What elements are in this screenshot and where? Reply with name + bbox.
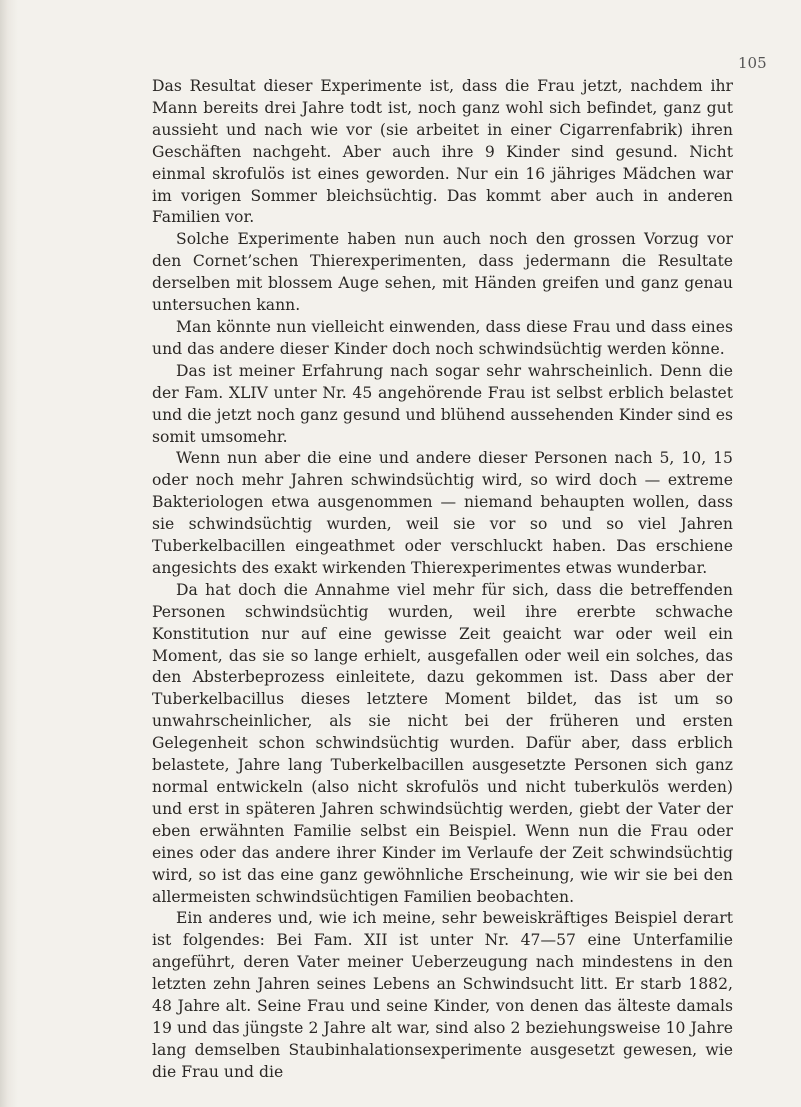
paragraph-7: Ein anderes und, wie ich meine, sehr beweiskräftiges Beispiel derart ist folgendes: Bei Fam. XII ist unter Nr. 47—57 eine Unterfamilie angeführt, deren Vater meiner Ueberzeugung nach mindestens in den letzten zehn Jahren seines Lebens an Schwindsucht litt. Er starb 1882, 48 Jahre alt. Seine Frau und seine Kinder, von denen das älteste damals 19 und das jüngste 2 Jahre alt war, sind also 2 beziehungsweise 10 Jahre lang demselben Staubinhalationsexperimente ausgesetzt gewesen, wie die Frau und die [152, 909, 733, 1081]
paragraph-1: Das Resultat dieser Experimente ist, dass die Frau jetzt, nachdem ihr Mann bereits drei Jahre todt ist, noch ganz wohl sich befindet, ganz gut aussieht und nach wie vor (sie arbeitet in einer Cigarrenfabrik) ihren Geschäften nachgeht. Aber auch ihre 9 Kinder sind gesund. Nicht einmal skrofulös ist eines geworden. Nur ein 16 jähriges Mädchen war im vorigen Sommer bleichsüchtig. Das kommt aber auch in anderen Familien vor. [152, 77, 733, 227]
page-number: 105 [738, 54, 767, 72]
paragraph-2: Solche Experimente haben nun auch noch den grossen Vorzug vor den Cornet’schen Thierexperimenten, dass jedermann die Resultate derselben mit blossem Auge sehen, mit Händen greifen und ganz genau untersuchen kann. [152, 230, 733, 315]
paragraph-5: Wenn nun aber die eine und andere dieser Personen nach 5, 10, 15 oder noch mehr Jahren schwindsüchtig wird, so wird doch — extreme Bakteriologen etwa ausgenommen — niemand behaupten wollen, dass sie schwindsüchtig wurden, weil sie vor so und so viel Jahren Tuberkelbacillen eingeathmet oder verschluckt haben. Das erschiene angesichts des exakt wirkenden Thierexperimentes etwas wunderbar. [152, 449, 733, 577]
paragraph-3: Man könnte nun vielleicht einwenden, dass diese Frau und dass eines und das andere dieser Kinder doch noch schwindsüchtig werden könne. [152, 317, 733, 358]
body-text [152, 76, 733, 1084]
paragraph-6: Da hat doch die Annahme viel mehr für sich, dass die betreffenden Personen schwindsüchtig wurden, weil ihre ererbte schwache Konstitution nur auf eine gewisse Zeit geaicht war oder weil ein Moment, das sie so lange erhielt, ausgefallen oder weil ein solches, das den Absterbeprozess einleitete, dazu gekommen ist. Dass aber der Tuberkelbacillus dieses letztere Moment bildet, das ist um so unwahrscheinlicher, als sie nicht bei der früheren und ersten Gelegenheit schon schwindsüchtig wurden. Dafür aber, dass erblich belastete, Jahre lang Tuberkelbacillen ausgesetzte Personen sich ganz normal entwickeln (also nicht skrofulös und nicht tuberkulös werden) und erst in späteren Jahren schwindsüchtig werden, giebt der Vater der eben erwähnten Familie selbst ein Beispiel. Wenn nun die Frau oder eines oder das andere ihrer Kinder im Verlaufe der Zeit schwindsüchtig wird, so ist das eine ganz gewöhnliche Erscheinung, wie wir sie bei den allermeisten schwindsüchtigen Familien beobachten. [152, 580, 733, 906]
paragraph-4: Das ist meiner Erfahrung nach sogar sehr wahrscheinlich. Denn die der Fam. XLIV unter Nr. 45 angehörende Frau ist selbst erblich belastet und die jetzt noch ganz gesund und blühend aussehenden Kinder sind es somit umsomehr. [152, 361, 733, 446]
page-edge [0, 0, 18, 1107]
